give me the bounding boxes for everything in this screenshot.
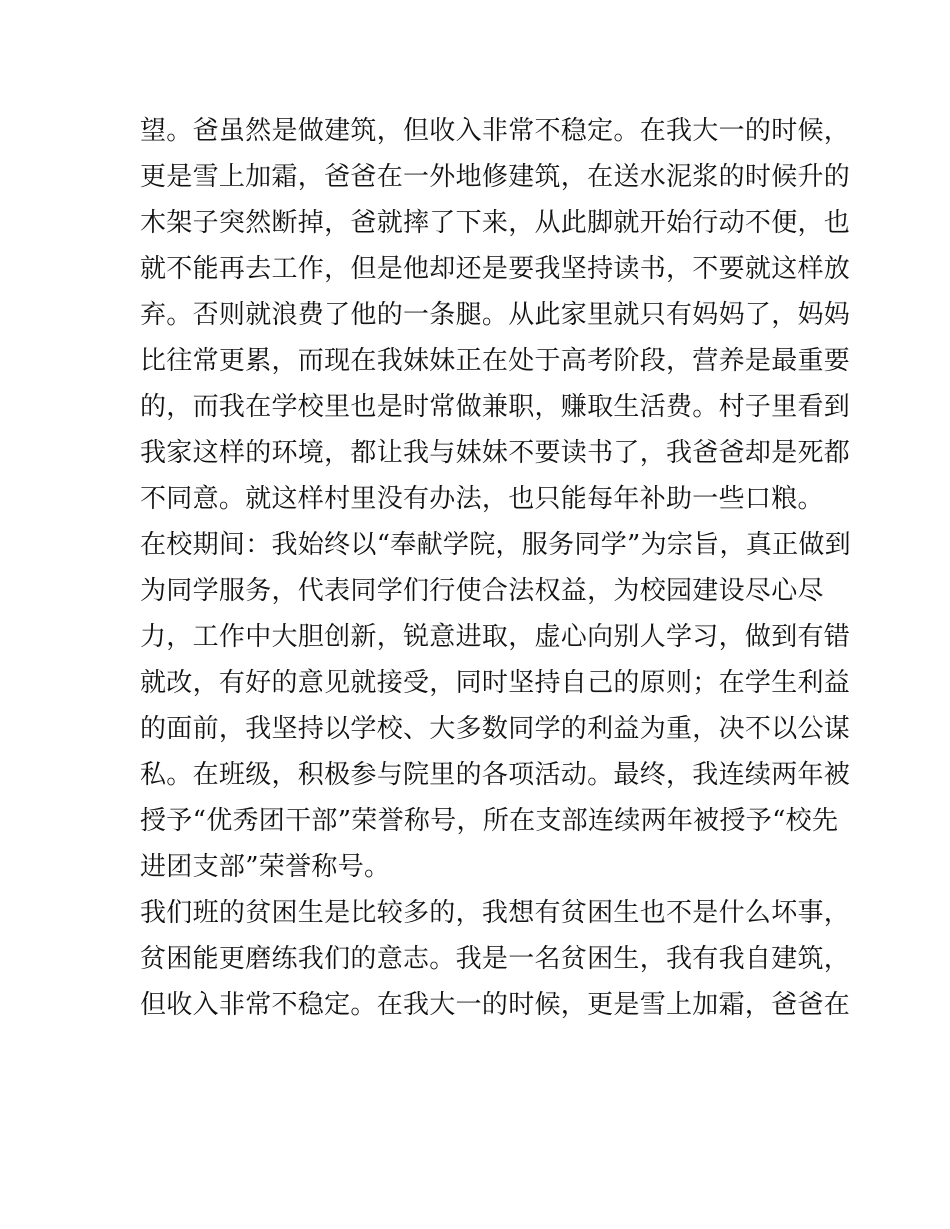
text-line: 我们班的贫困生是比较多的，我想有贫困生也不是什么坏事， [140, 898, 851, 928]
text-line: 贫困能更磨练我们的意志。我是一名贫困生，我有我自建筑， [140, 944, 851, 974]
text-line: 望。爸虽然是做建筑，但收入非常不稳定。在我大一的时候， [140, 116, 851, 146]
text-line: 的，而我在学校里也是时常做兼职，赚取生活费。村子里看到 [140, 392, 851, 422]
text-line: 不同意。就这样村里没有办法，也只能每年补助一些口粮。 [140, 484, 824, 514]
text-line: 比往常更累，而现在我妹妹正在处于高考阶段，营养是最重要 [140, 346, 851, 376]
text-line: 就不能再去工作，但是他却还是要我坚持读书，不要就这样放 [140, 254, 851, 284]
text-line: 为同学服务，代表同学们行使合法权益，为校园建设尽心尽 [140, 576, 824, 606]
text-line: 力，工作中大胆创新，锐意进取，虚心向别人学习，做到有错 [140, 622, 851, 652]
text-line: 木架子突然断掉，爸就摔了下来，从此脚就开始行动不便，也 [140, 208, 851, 238]
text-line: 但收入非常不稳定。在我大一的时候，更是雪上加霜，爸爸在 [140, 990, 851, 1020]
text-line: 更是雪上加霜，爸爸在一外地修建筑，在送水泥浆的时候升的 [140, 162, 851, 192]
text-line: 私。在班级，积极参与院里的各项活动。最终，我连续两年被 [140, 760, 851, 790]
text-line: 就改，有好的意见就接受，同时坚持自己的原则；在学生利益 [140, 668, 851, 698]
text-line: 的面前，我坚持以学校、大多数同学的利益为重，决不以公谋 [140, 714, 851, 744]
text-line: 我家这样的环境，都让我与妹妹不要读书了，我爸爸却是死都 [140, 438, 851, 468]
text-line: 授予“优秀团干部”荣誉称号，所在支部连续两年被授予“校先 [140, 806, 839, 836]
text-line: 进团支部”荣誉称号。 [140, 852, 391, 882]
document-body [140, 108, 851, 1028]
text-line: 弃。否则就浪费了他的一条腿。从此家里就只有妈妈了，妈妈 [140, 300, 851, 330]
text-line: 在校期间：我始终以“奉献学院，服务同学”为宗旨，真正做到 [140, 530, 851, 560]
